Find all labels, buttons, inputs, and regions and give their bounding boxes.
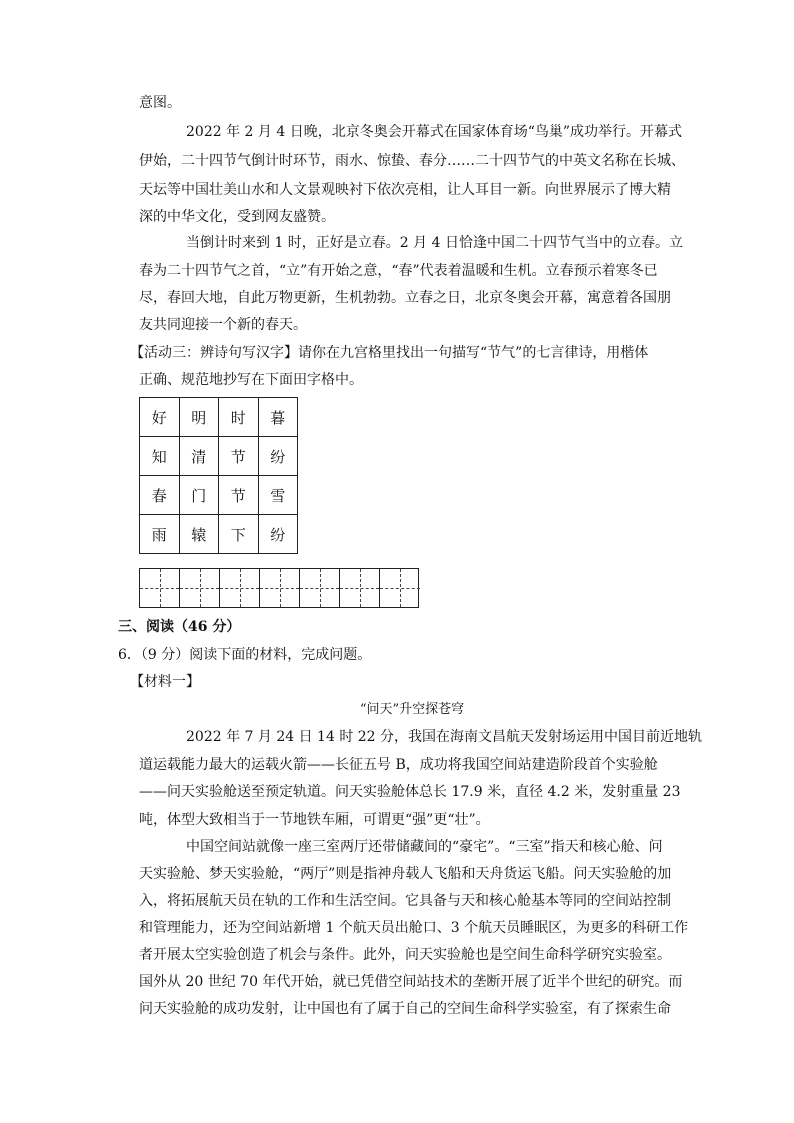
grid-cell: 雨 (140, 515, 180, 554)
text-line: ——问天实验舱送至预定轨道。问天实验舱体总长 17.9 米，直径 4.2 米，发射重量 23 (139, 784, 681, 800)
text-line: 2022 年 7 月 24 日 14 时 22 分，我国在海南文昌航天发射场运用中国目前近地轨 (186, 729, 703, 745)
writing-cell[interactable] (220, 569, 260, 607)
grid-cell: 时 (219, 398, 259, 437)
grid-cell: 下 (219, 515, 259, 554)
text-line: 当倒计时来到 1 时，正好是立春。2 月 4 日恰逢中国二十四节气当中的立春。立 (186, 235, 683, 251)
grid-cell: 清 (179, 437, 219, 476)
text-line: 道运载能力最大的运载火箭——长征五号 B，成功将我国空间站建造阶段首个实验舱 (139, 757, 658, 773)
text-line: 入，将拓展航天员在轨的工作和生活空间。它具备与天和核心舱基本等同的空间站控制 (139, 893, 671, 909)
text-line: 深的中华文化，受到网友盛赞。 (139, 209, 335, 225)
text-line: 吨，体型大致相当于一节地铁车厢，可谓更“强”更“壮”。 (139, 812, 490, 828)
character-grid (139, 397, 298, 554)
writing-cell[interactable] (260, 569, 300, 607)
text-line: 问天实验舱的成功发射，让中国也有了属于自己的空间生命科学实验室，有了探索生命 (139, 1001, 671, 1017)
grid-cell: 节 (219, 437, 259, 476)
text-line: 正确、规范地抄写在下面田字格中。 (139, 372, 363, 388)
section-title: 三、阅读（46 分） (118, 619, 241, 635)
grid-cell: 门 (179, 476, 219, 515)
writing-cell[interactable] (140, 569, 180, 607)
text-line: 天坛等中国壮美山水和人文景观映衬下依次亮相，让人耳目一新。向世界展示了博大精 (139, 182, 671, 198)
writing-grid[interactable] (139, 568, 419, 608)
text-line: 者开展太空实验创造了机会与条件。此外，问天实验舱也是空间生命科学研究实验室。 (139, 947, 671, 963)
article-title: “问天”升空探苍穹 (359, 702, 465, 717)
grid-cell: 辕 (179, 515, 219, 554)
grid-cell: 雪 (258, 476, 298, 515)
grid-cell: 明 (179, 398, 219, 437)
grid-cell: 暮 (258, 398, 298, 437)
activity-heading: 【活动三：辨诗句写汉字】请你在九宫格里找出一句描写“节气”的七言律诗，用楷体 (130, 345, 649, 361)
text-line: 春为二十四节气之首，“立”有开始之意，“春”代表着温暖和生机。立春预示着寒冬已 (139, 263, 658, 279)
writing-cell[interactable] (300, 569, 340, 607)
text-line: 和管理能力，还为空间站新增 1 个航天员出舱口、3 个航天员睡眠区，为更多的科研工作 (139, 920, 689, 936)
writing-cell[interactable] (180, 569, 220, 607)
text-line: 友共同迎接一个新的春天。 (139, 317, 307, 333)
grid-cell: 节 (219, 476, 259, 515)
text-line: 天实验舱、梦天实验舱，“两厅”则是指神舟载人飞船和天舟货运飞船。问天实验舱的加 (139, 866, 672, 882)
grid-cell: 春 (140, 476, 180, 515)
question-line: 6．（9 分）阅读下面的材料，完成问题。 (118, 647, 372, 663)
writing-cell[interactable] (340, 569, 380, 607)
grid-cell: 好 (140, 398, 180, 437)
text-line: 意图。 (139, 95, 181, 111)
grid-cell: 知 (140, 437, 180, 476)
material-label: 【材料一】 (130, 674, 200, 690)
grid-cell: 纷 (258, 437, 298, 476)
grid-cell: 纷 (258, 515, 298, 554)
text-line: 尽，春回大地，自此万物更新，生机勃勃。立春之日，北京冬奥会开幕，寓意着各国朋 (139, 290, 671, 306)
text-line: 2022 年 2 月 4 日晚，北京冬奥会开幕式在国家体育场“鸟巢”成功举行。开幕式 (186, 124, 683, 140)
text-line: 伊始，二十四节气倒计时环节，雨水、惊蛰、春分……二十四节气的中英文名称在长城、 (139, 153, 685, 169)
text-line: 中国空间站就像一座三室两厅还带储藏间的“豪宅”。“三室”指天和核心舱、问 (186, 839, 663, 855)
writing-cell[interactable] (380, 569, 420, 607)
text-line: 国外从 20 世纪 70 年代开始，就已凭借空间站技术的垄断开展了近半个世纪的研究。而 (139, 974, 683, 990)
